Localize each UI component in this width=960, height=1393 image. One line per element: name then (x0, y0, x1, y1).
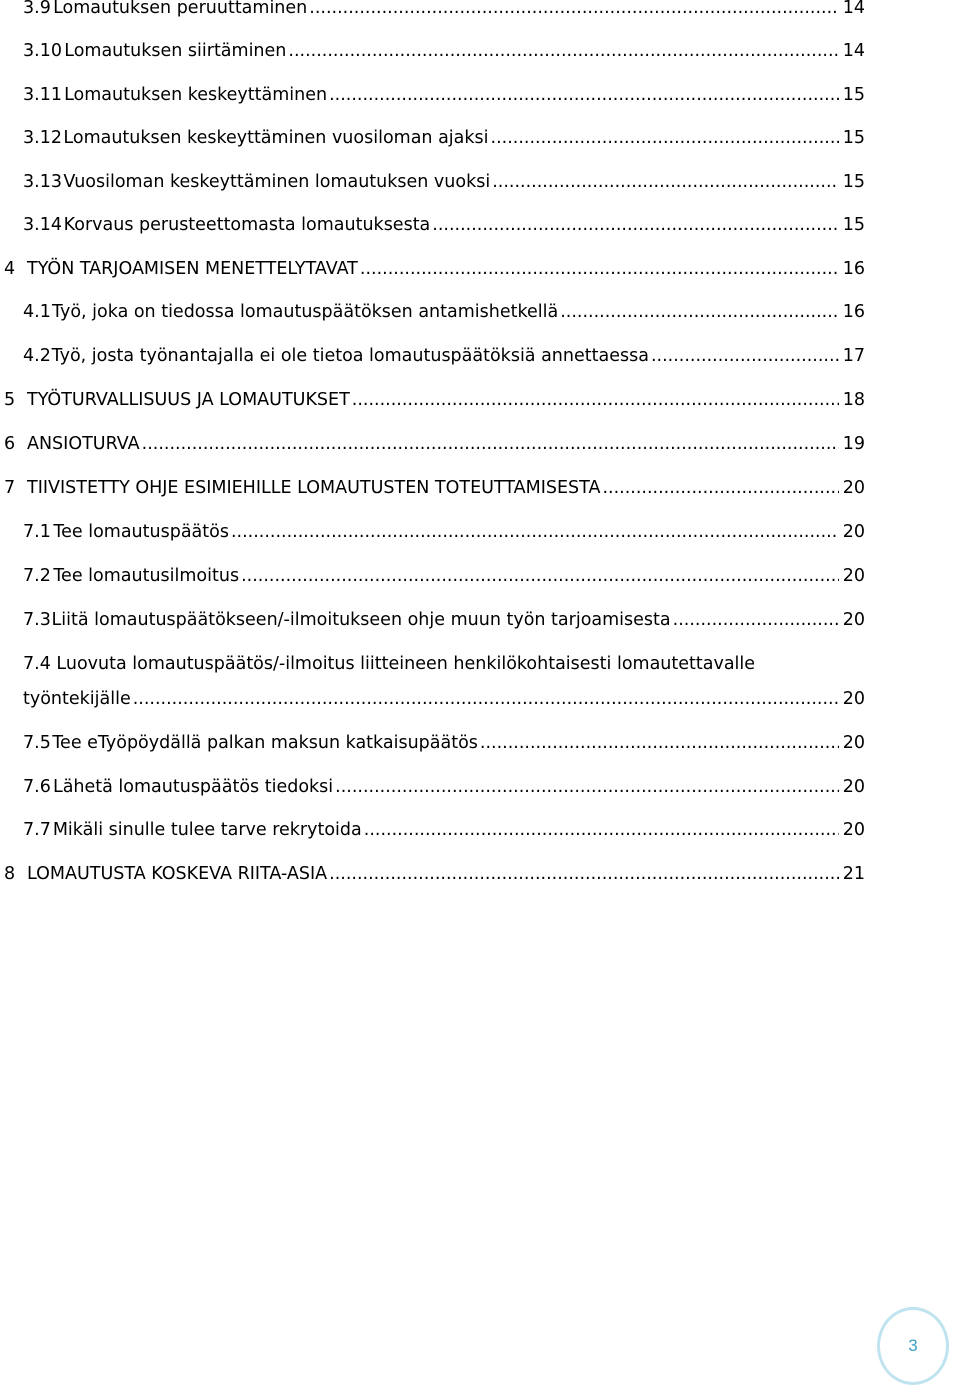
toc-title: TIIVISTETTY OHJE ESIMIEHILLE LOMAUTUSTEN TOTEUTTAMISESTA (27, 478, 601, 498)
toc-page: 14 (842, 0, 865, 18)
toc-leader (602, 474, 838, 502)
toc-leader (560, 298, 839, 326)
toc-leader (241, 562, 839, 590)
toc-entry[interactable] (23, 298, 865, 326)
toc-leader (651, 342, 839, 370)
toc-leader (673, 606, 839, 634)
toc-page: 19 (842, 434, 865, 454)
toc-title: Luovuta lomautuspäätös/-ilmoitus liitteineen henkilökohtaisesti lomautettavalle (56, 654, 756, 674)
toc-title: TYÖTURVALLISUUS JA LOMAUTUKSET (27, 390, 350, 410)
toc-page: 18 (842, 390, 865, 410)
toc-title: Mikäli sinulle tulee tarve rekrytoida (52, 820, 362, 840)
toc-entry[interactable] (23, 211, 865, 239)
toc-number: 7.5 (23, 733, 51, 753)
toc-leader (480, 729, 839, 757)
toc-number: 3.12 (23, 128, 62, 148)
toc-number: 4 (4, 259, 16, 279)
toc-entry[interactable] (23, 81, 865, 109)
toc-number: 3.13 (23, 172, 62, 192)
toc-entry[interactable] (23, 606, 865, 634)
toc-leader (231, 518, 839, 546)
toc-page: 15 (842, 128, 865, 148)
toc-page: 17 (842, 346, 865, 366)
toc-page: 21 (842, 864, 865, 884)
toc-page: 15 (842, 215, 865, 235)
toc-entry[interactable] (23, 518, 865, 546)
toc-number: 4.1 (23, 302, 51, 322)
toc-entry[interactable] (23, 342, 865, 370)
toc-entry[interactable] (23, 168, 865, 196)
toc-number: 3.10 (23, 41, 62, 61)
toc-leader (329, 860, 839, 888)
toc-page: 20 (842, 777, 865, 797)
toc-leader (133, 685, 839, 713)
toc-title: Lomautuksen keskeyttäminen vuosiloman ajaksi (63, 128, 489, 148)
toc-title: Lomautuksen keskeyttäminen (64, 85, 328, 105)
toc-title-continuation: työntekijälle (23, 689, 131, 709)
toc-entry[interactable] (23, 124, 865, 152)
toc-title: Työ, josta työnantajalla ei ole tietoa lomautuspäätöksiä annettaessa (51, 346, 649, 366)
toc-entry[interactable] (4, 430, 865, 458)
toc-leader (329, 81, 839, 109)
toc-title: Liitä lomautuspäätökseen/-ilmoitukseen ohje muun työn tarjoamisesta (51, 610, 671, 630)
page-number: 3 (908, 1336, 918, 1355)
toc-leader (142, 430, 839, 458)
toc-entry[interactable] (4, 474, 865, 502)
page-number-badge (877, 1307, 949, 1385)
toc-page: 16 (842, 259, 865, 279)
toc-leader (335, 773, 839, 801)
toc-page: 20 (842, 733, 865, 753)
toc-title: Vuosiloman keskeyttäminen lomautuksen vuoksi (63, 172, 491, 192)
toc-title: Lähetä lomautuspäätös tiedoksi (52, 777, 334, 797)
toc-entry[interactable] (4, 255, 865, 283)
toc-page: 15 (842, 172, 865, 192)
toc-title: Lomautuksen siirtäminen (64, 41, 287, 61)
toc-number: 4.2 (23, 346, 51, 366)
toc-leader (492, 168, 839, 196)
toc-entry[interactable] (23, 37, 865, 65)
toc-number: 7.6 (23, 777, 51, 797)
toc-page: 20 (842, 478, 865, 498)
toc-page: 16 (842, 302, 865, 322)
toc-leader (491, 124, 839, 152)
toc-entry-first-line[interactable] (23, 650, 755, 678)
toc-number: 3.9 (23, 0, 51, 18)
toc-title: Korvaus perusteettomasta lomautuksesta (63, 215, 431, 235)
toc-title: Tee eTyöpöydällä palkan maksun katkaisupäätös (52, 733, 478, 753)
toc-page: 15 (842, 85, 865, 105)
toc-number: 6 (4, 434, 16, 454)
toc-number: 8 (4, 864, 16, 884)
toc-entry[interactable] (4, 860, 865, 888)
toc-entry[interactable] (23, 729, 865, 757)
toc-entry[interactable] (23, 816, 865, 844)
toc-entry[interactable] (23, 685, 865, 713)
toc-number: 3.11 (23, 85, 62, 105)
toc-page: 20 (842, 566, 865, 586)
toc-title: Tee lomautusilmoitus (53, 566, 240, 586)
toc-number: 5 (4, 390, 16, 410)
toc-number: 7.4 (23, 654, 51, 674)
toc-page: 20 (842, 689, 865, 709)
toc-leader (309, 0, 838, 22)
toc-entry[interactable] (23, 0, 865, 22)
toc-page: 20 (842, 522, 865, 542)
toc-leader (360, 255, 839, 283)
toc-number: 3.14 (23, 215, 62, 235)
toc-number: 7.2 (23, 566, 51, 586)
toc-title: LOMAUTUSTA KOSKEVA RIITA-ASIA (27, 864, 328, 884)
toc-title: TYÖN TARJOAMISEN MENETTELYTAVAT (27, 259, 358, 279)
toc-leader (432, 211, 838, 239)
toc-title: Tee lomautuspäätös (53, 522, 229, 542)
toc-title: Työ, joka on tiedossa lomautuspäätöksen antamishetkellä (52, 302, 559, 322)
toc-page: 20 (842, 820, 865, 840)
toc-number: 7 (4, 478, 16, 498)
toc-number: 7.7 (23, 820, 51, 840)
toc-title: Lomautuksen peruuttaminen (53, 0, 308, 18)
toc-entry[interactable] (23, 562, 865, 590)
toc-title: ANSIOTURVA (27, 434, 140, 454)
toc-leader (288, 37, 838, 65)
toc-number: 7.3 (23, 610, 51, 630)
toc-entry[interactable] (23, 773, 865, 801)
toc-page: 20 (842, 610, 865, 630)
toc-page: 14 (842, 41, 865, 61)
toc-entry[interactable] (4, 386, 865, 414)
toc-number: 7.1 (23, 522, 51, 542)
toc-leader (364, 816, 839, 844)
toc-leader (352, 386, 839, 414)
